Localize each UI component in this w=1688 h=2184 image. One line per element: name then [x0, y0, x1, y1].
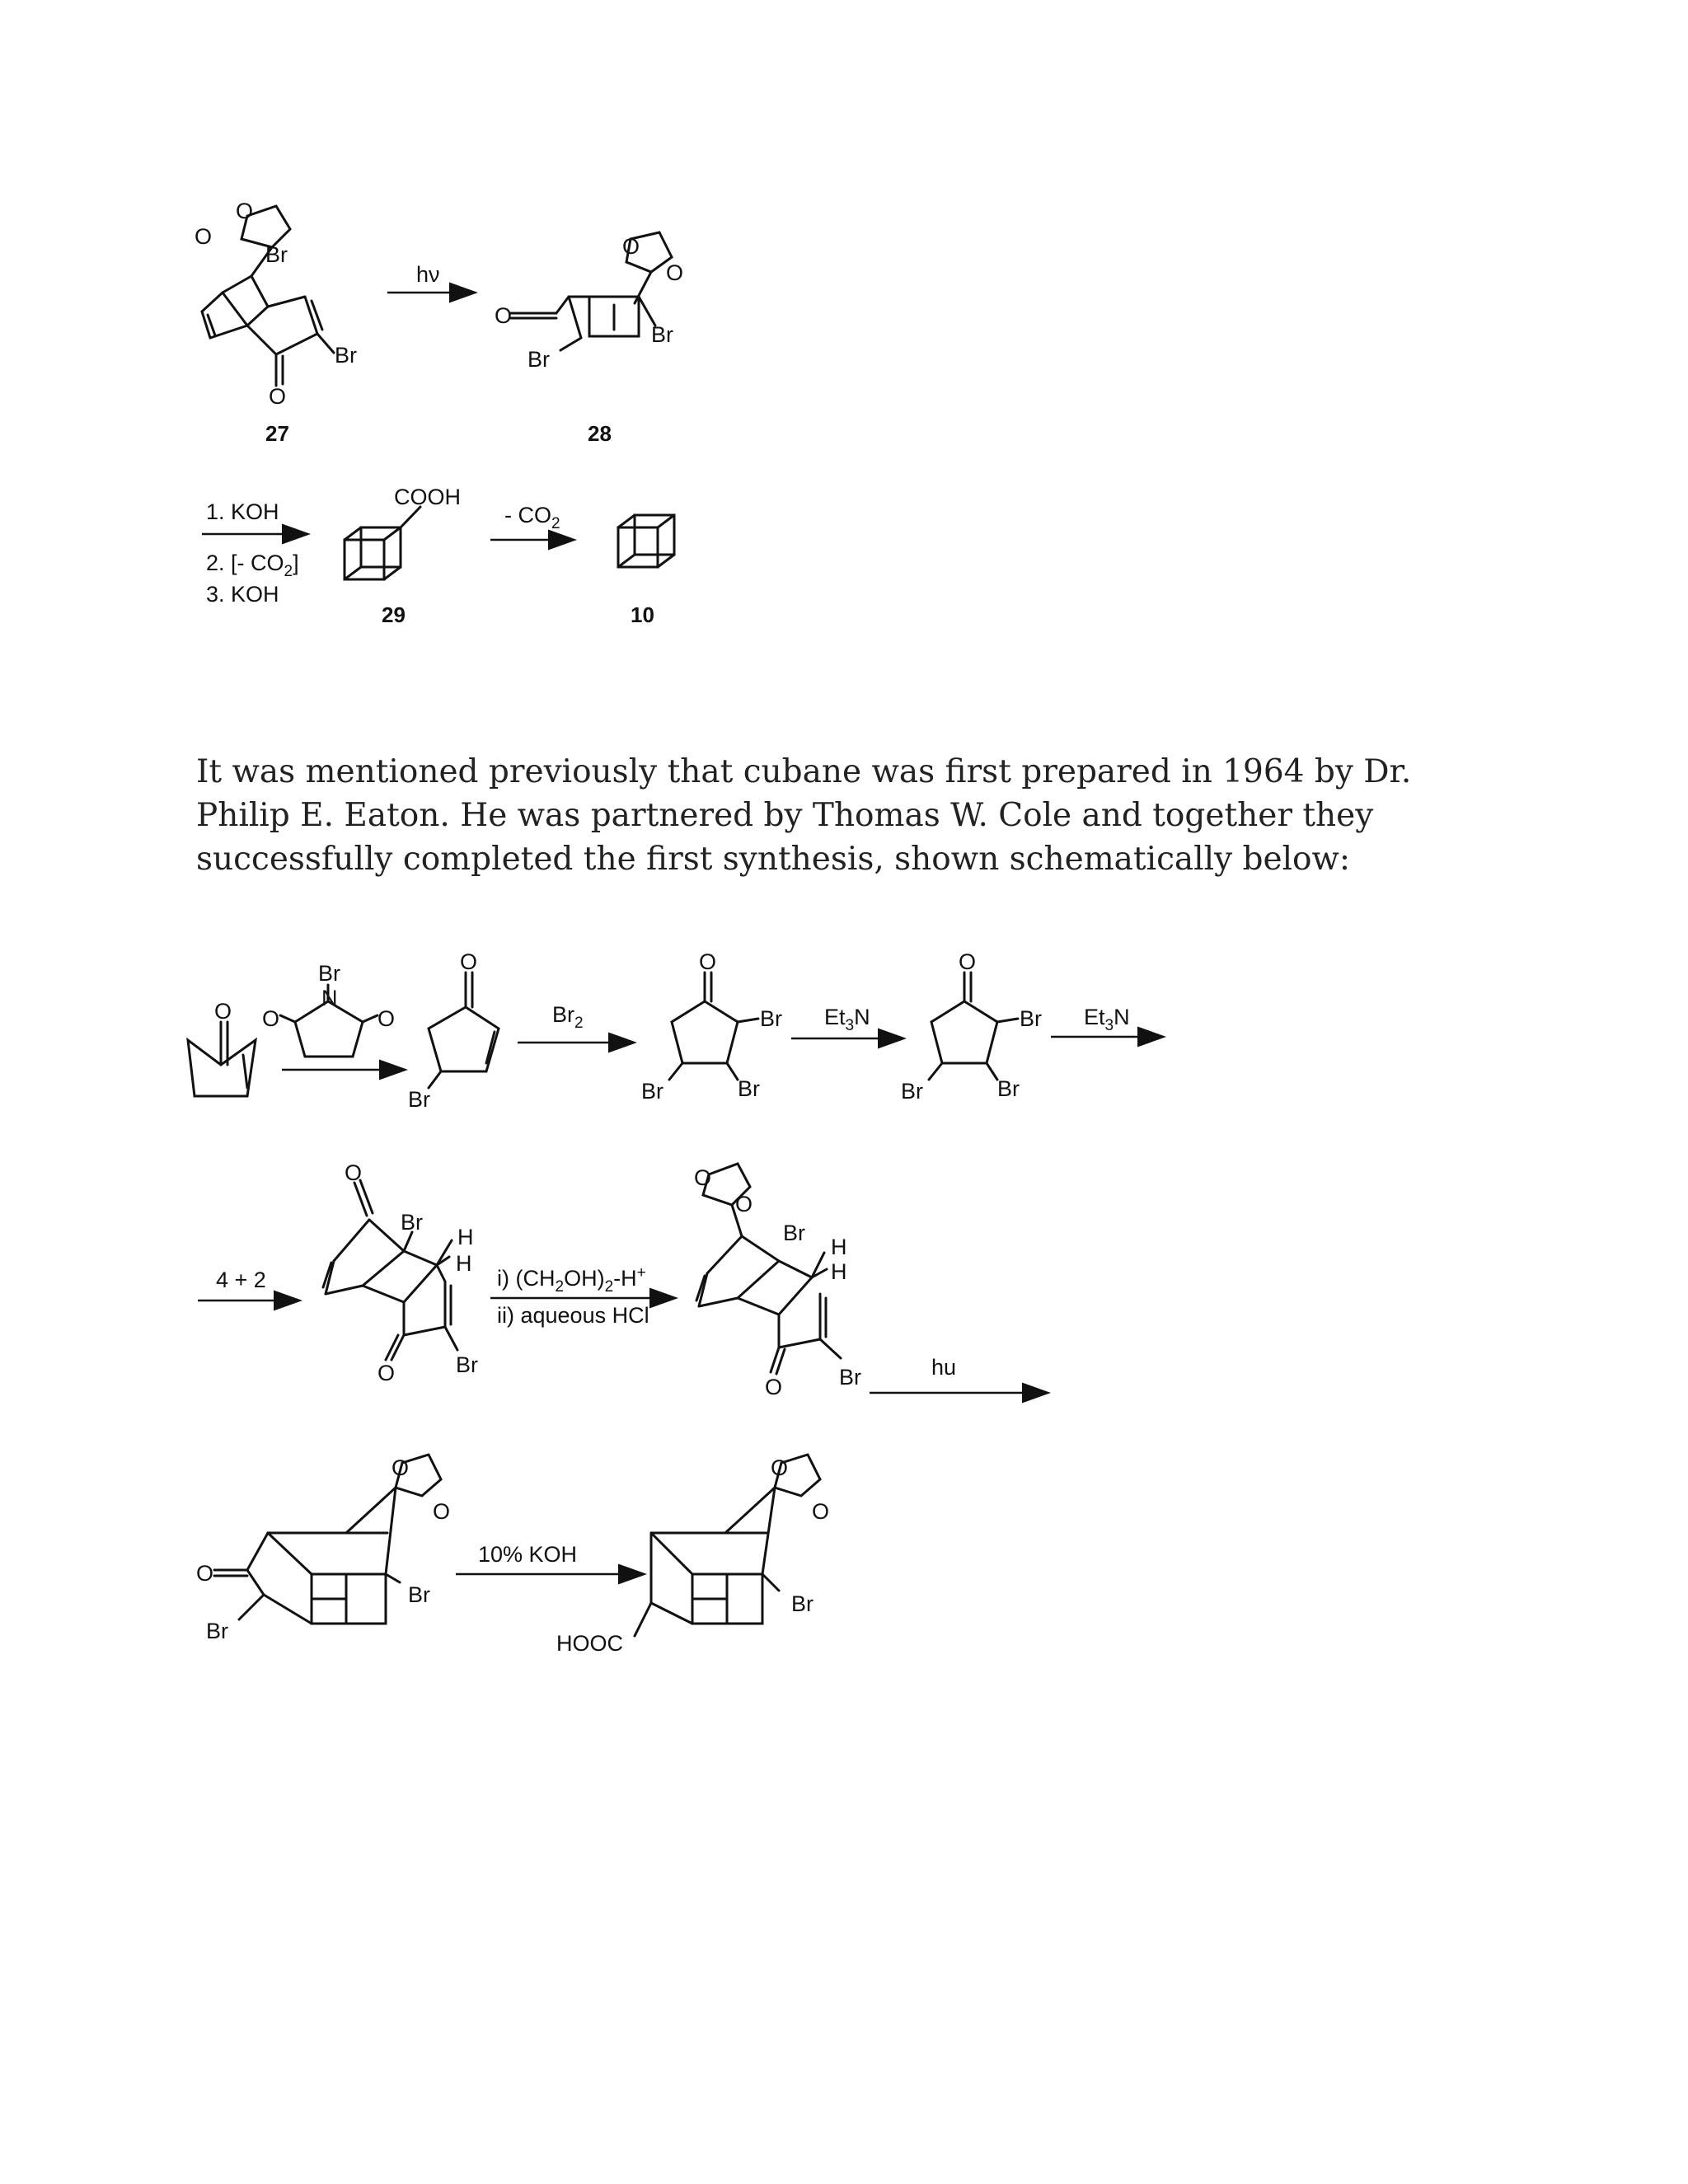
ketal-adduct-structure — [696, 1164, 841, 1374]
atom-o: O — [392, 1455, 410, 1480]
atom-br: Br — [760, 1006, 782, 1031]
reagent-co2-2: 2. [- $CO_2$] — [206, 551, 299, 580]
atom-o: O — [196, 1561, 214, 1586]
atom-br: Br — [206, 1619, 228, 1643]
atom-o: O — [812, 1499, 830, 1524]
atom-o: O — [377, 1361, 396, 1385]
diels-alder-adduct-structure — [323, 1180, 457, 1360]
atom-o: O — [236, 199, 254, 223]
atom-h: H — [457, 1225, 474, 1249]
reagent-diels-alder: 4 + 2 — [216, 1268, 266, 1292]
atom-o: O — [195, 224, 213, 249]
atom-br: Br — [408, 1087, 430, 1112]
atom-o: O — [269, 384, 287, 409]
tribromocyclopentanone-structure — [669, 972, 758, 1080]
atom-br: Br — [335, 343, 357, 368]
atom-n: N — [321, 986, 338, 1010]
reagent-koh-3: 3. KOH — [206, 582, 279, 607]
reagent-et3n: $Et_3N$ — [824, 1005, 870, 1034]
atom-br: Br — [528, 347, 550, 372]
group-cooh: COOH — [394, 485, 461, 509]
reagent-hv: hu — [931, 1355, 957, 1380]
atom-h: H — [456, 1251, 472, 1276]
atom-o: O — [433, 1499, 451, 1524]
atom-br: Br — [997, 1076, 1020, 1101]
atom-o: O — [622, 234, 640, 259]
atom-br: Br — [401, 1210, 423, 1235]
group-hooc: HOOC — [556, 1631, 623, 1656]
compound-27-structure — [202, 206, 334, 386]
reagent-step-ii: ii) aqueous HCl — [497, 1303, 649, 1328]
compound-28-label: 28 — [588, 421, 612, 446]
compound-28-structure — [511, 232, 672, 350]
atom-br: Br — [1020, 1006, 1042, 1031]
atom-br: Br — [783, 1221, 805, 1245]
bromocyclopentenone-structure — [429, 972, 499, 1088]
atom-o: O — [765, 1375, 783, 1399]
atom-o: O — [666, 260, 684, 285]
reagent-et3n: $Et_3N$ — [1084, 1005, 1130, 1034]
atom-o: O — [214, 999, 232, 1024]
atom-o: O — [262, 1006, 280, 1031]
atom-o: O — [495, 303, 513, 328]
atom-br: Br — [651, 322, 673, 347]
body-paragraph: It was mentioned previously that cubane was first prepared in 1964 by Dr. Philip E. Eaton. He was partnered by Thomas W. Cole and together they successfully completed the first synthesis, shown schematically below: — [196, 753, 1412, 878]
compound-27-label: 27 — [265, 421, 289, 446]
atom-br: Br — [839, 1365, 861, 1390]
atom-o: O — [460, 949, 478, 974]
atom-br: Br — [901, 1079, 923, 1104]
atom-br: Br — [456, 1352, 478, 1377]
atom-o: O — [345, 1160, 363, 1185]
atom-h: H — [831, 1235, 847, 1259]
reagent-minus-co2: - $CO_2$ — [504, 503, 560, 532]
atom-h: H — [831, 1259, 847, 1284]
atom-o: O — [694, 1165, 712, 1190]
compound-10-cube — [618, 515, 674, 567]
reagent-koh-10: 10% KOH — [478, 1542, 578, 1567]
reagent-koh-1: 1. KOH — [206, 499, 279, 524]
reagent-hv: hν — [416, 262, 440, 287]
atom-o: O — [771, 1455, 789, 1480]
atom-br: Br — [408, 1582, 430, 1607]
atom-o: O — [377, 1006, 396, 1031]
atom-o: O — [959, 949, 977, 974]
compound-10-label: 10 — [631, 602, 654, 627]
atom-o: O — [699, 949, 717, 974]
tribromocyclopentanone-structure — [929, 972, 1018, 1080]
cyclopentenone-structure — [188, 1022, 256, 1096]
reagent-br2: $Br_2$ — [552, 1002, 584, 1032]
atom-br: Br — [738, 1076, 760, 1101]
atom-br: Br — [265, 242, 288, 267]
atom-o: O — [735, 1192, 753, 1216]
compound-29-cube — [345, 507, 420, 579]
atom-br: Br — [641, 1079, 663, 1104]
reagent-step-i: i) $(CH_2OH)_2-H^+$ — [497, 1264, 646, 1296]
atom-br: Br — [791, 1591, 814, 1616]
compound-29-label: 29 — [382, 602, 406, 627]
atom-br: Br — [318, 961, 340, 986]
